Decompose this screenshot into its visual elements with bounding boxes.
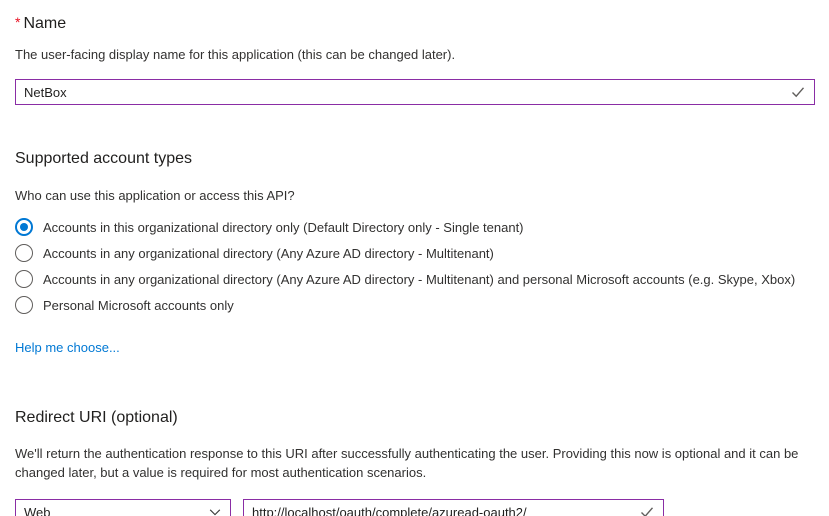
radio-icon <box>15 270 33 288</box>
name-input-container <box>15 79 815 105</box>
name-input[interactable] <box>16 80 790 104</box>
radio-label: Accounts in any organizational directory (Any Azure AD directory - Multitenant) <box>43 245 494 261</box>
redirect-uri-row <box>15 499 815 516</box>
radio-multitenant-personal[interactable] <box>15 266 815 292</box>
chevron-down-icon <box>208 505 222 516</box>
help-me-choose-link[interactable]: Help me choose... <box>15 340 120 355</box>
redirect-uri-heading: Redirect URI (optional) <box>15 409 178 426</box>
radio-icon <box>15 296 33 314</box>
radio-multitenant[interactable] <box>15 240 815 266</box>
checkmark-icon <box>639 504 655 516</box>
account-types-radio-group <box>15 214 815 318</box>
redirect-uri-input-container <box>243 499 664 516</box>
radio-icon <box>15 218 33 236</box>
account-types-question: Who can use this application or access this API? <box>15 188 295 203</box>
name-section-heading <box>15 12 815 34</box>
radio-icon <box>15 244 33 262</box>
name-label: Name <box>23 15 67 32</box>
radio-single-tenant[interactable] <box>15 214 815 240</box>
platform-select-dropdown[interactable] <box>15 499 231 516</box>
radio-label: Personal Microsoft accounts only <box>43 297 234 313</box>
radio-personal-only[interactable] <box>15 292 815 318</box>
radio-label: Accounts in this organizational directory only (Default Directory only - Single tenant) <box>43 219 524 235</box>
name-description: The user-facing display name for this application (this can be changed later). <box>15 47 456 62</box>
checkmark-icon <box>790 84 806 100</box>
required-asterisk: * <box>15 14 21 30</box>
redirect-uri-input[interactable] <box>244 500 639 516</box>
redirect-uri-description: We'll return the authentication response to this URI after successfully authenticating the user. Providing this now is optional and it can be changed later, but a value is required for most authentication scenarios. <box>15 446 799 480</box>
platform-select-value: Web <box>24 504 51 516</box>
account-types-heading: Supported account types <box>15 150 193 167</box>
radio-label: Accounts in any organizational directory (Any Azure AD directory - Multitenant) and personal Microsoft accounts (e.g. Skype, Xbox) <box>43 271 796 287</box>
